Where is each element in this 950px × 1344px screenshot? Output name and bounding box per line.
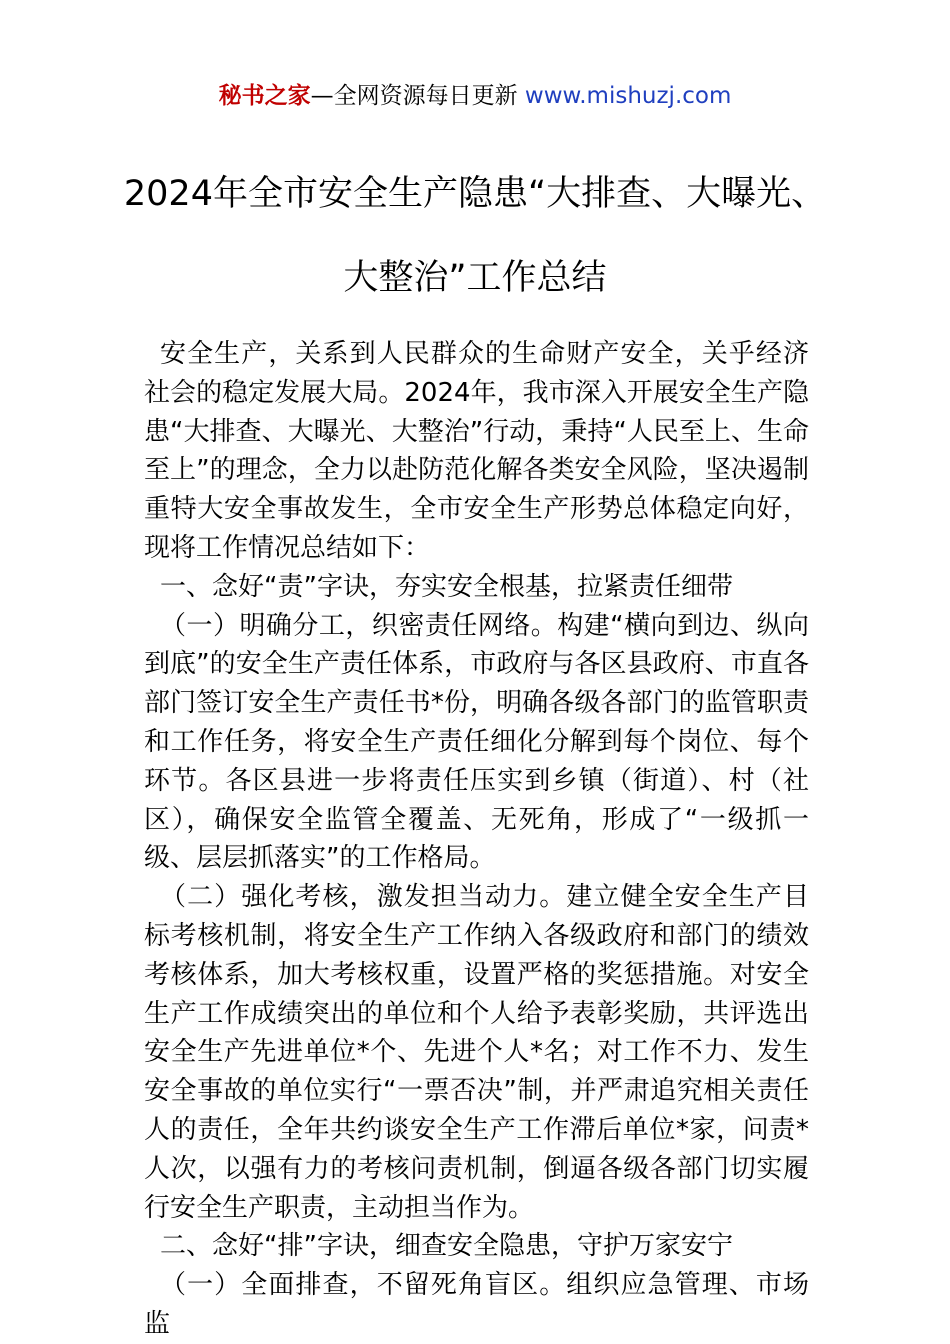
header-tagline: —全网资源每日更新 — [310, 83, 525, 109]
section-heading-1: 一、念好“责”字诀，夯实安全根基，拉紧责任细带 — [160, 571, 733, 602]
document-body — [144, 335, 809, 1344]
paragraph-1-2: （二）强化考核，激发担当动力。建立健全安全生产目标考核机制，将安全生产工作纳入各级政府和部门的绩效考核体系，加大考核权重，设置严格的奖惩措施。对安全生产工作成绩突出的单位和个人给予表彰奖励，共评选出安全生产先进单位*个、先进个人*名；对工作不力、发生安全事故的单位实行“一票否决”制，并严肃追究相关责任人的责任，全年共约谈安全生产工作滞后单位*家，问责*人次，以强有力的考核问责机制，倒逼各级各部门切实履行安全生产职责，主动担当作为。 — [144, 882, 809, 1223]
paragraph-1-1: （一）明确分工，织密责任网络。构建“横向到边、纵向到底”的安全生产责任体系，市政府与各区县政府、市直各部门签订安全生产责任书*份，明确各级各部门的监管职责和工作任务，将安全生产责任细化分解到每个岗位、每个环节。各区县进一步将责任压实到乡镇（街道）、村（社区），确保安全监管全覆盖、无死角，形成了“一级抓一级、层层抓落实”的工作格局。 — [144, 610, 809, 874]
paragraph-2-1: （一）全面排查，不留死角盲区。组织应急管理、市场监 — [144, 1270, 809, 1339]
site-header — [0, 80, 950, 112]
document-title: 2024年全市安全生产隐患“大排查、大曝光、大整治”工作总结 — [123, 174, 827, 298]
brand-name: 秘书之家 — [218, 83, 311, 109]
site-url-link[interactable]: www.mishuzj.com — [524, 83, 732, 109]
intro-paragraph: 安全生产，关系到人民群众的生命财产安全，关乎经济社会的稳定发展大局。2024年，我市深入开展安全生产隐患“大排查、大曝光、大整治”行动，秉持“人民至上、生命至上”的理念，全力以赴防范化解各类安全风险，坚决遏制重特大安全事故发生，全市安全生产形势总体稳定向好，现将工作情况总结如下： — [144, 339, 809, 563]
section-heading-2: 二、念好“排”字诀，细查安全隐患，守护万家安宁 — [160, 1231, 733, 1262]
